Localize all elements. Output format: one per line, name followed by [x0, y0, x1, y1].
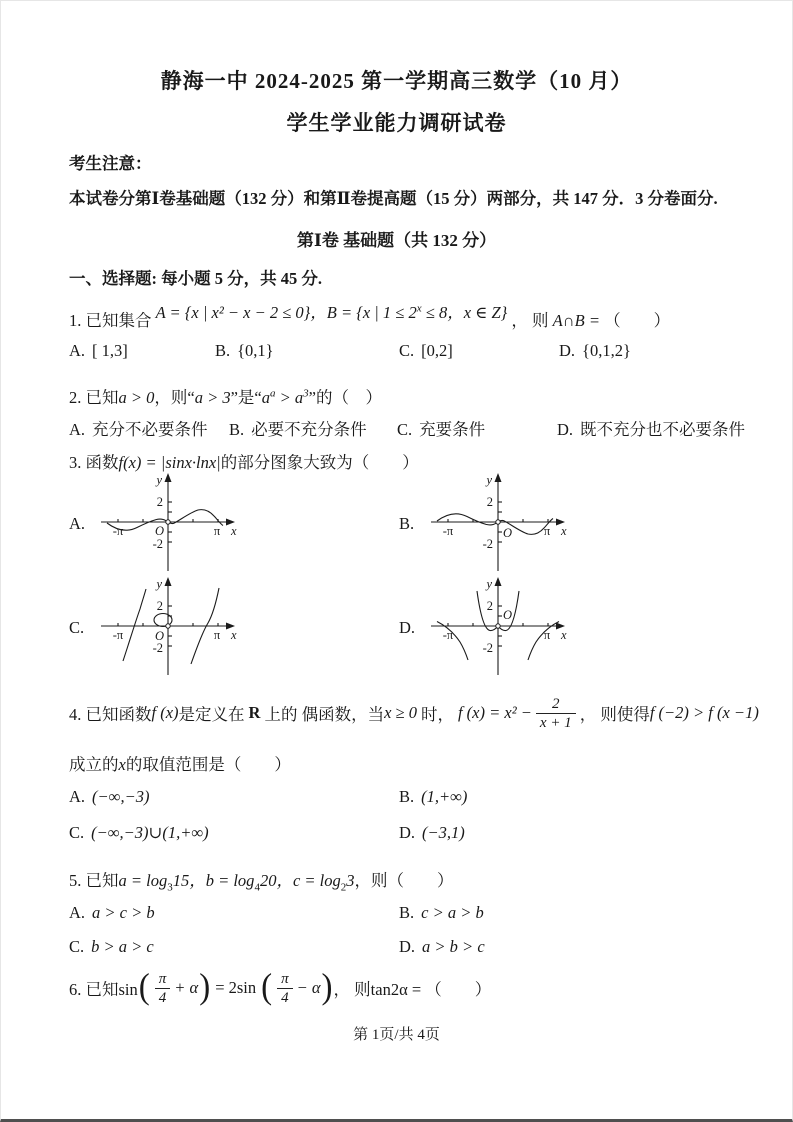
q5-math4: 3 — [346, 871, 355, 890]
q4-math4: f (x) = x² − — [457, 703, 532, 722]
q2-math3: a — [261, 388, 271, 407]
option-text: {0,1,2} — [582, 341, 631, 360]
section1-heading: 一、选择题: 每小题 5 分，共 45 分. — [69, 269, 322, 288]
q6-fraction-1 — [155, 970, 171, 1007]
tick-neg2: -2 — [482, 537, 493, 551]
q5-option-a — [69, 903, 155, 923]
option-letter: A. — [69, 420, 86, 439]
q1-formula-part1: A = {x | x² − x − 2 ≤ 0}，B = {x | 1 ≤ 2 — [155, 303, 417, 322]
q5-math3: 20，c = log — [259, 871, 341, 890]
part1-heading: 第Ⅰ卷 基础题（共 132 分） — [296, 231, 497, 250]
q5-math2: 15，b = log — [172, 871, 255, 890]
q4-option-a — [69, 787, 149, 807]
graph-option-c — [93, 571, 243, 679]
option-text: a > c > b — [92, 903, 155, 922]
fraction-denominator: x + 1 — [536, 713, 576, 732]
fraction-numerator: π — [281, 970, 289, 987]
origin-label: O — [154, 524, 164, 538]
q4-option-c — [69, 823, 209, 843]
graph-label-b: B. — [399, 514, 415, 533]
page-subtitle: 学生学业能力调研试卷 — [286, 111, 507, 135]
option-text: 既不充分也不必要条件 — [580, 420, 746, 439]
q2-option-a — [69, 416, 208, 440]
q5-text1: 5. 已知 — [69, 871, 119, 890]
origin-label: O — [503, 608, 513, 622]
page-number: 第 1页/共 4页 — [353, 1027, 440, 1043]
y-axis-label: y — [156, 473, 162, 487]
q4-reals-symbol: R — [248, 703, 261, 722]
fraction-denominator: 4 — [277, 988, 293, 1007]
option-text: [0,2] — [421, 341, 453, 360]
origin-label: O — [503, 526, 513, 540]
q3-text2: 的部分图象大致为（ ） — [220, 453, 419, 472]
q1-set-formula — [156, 299, 508, 323]
option-text: a > b > c — [422, 937, 485, 956]
q4-option-b — [399, 787, 467, 807]
y-axis-label: y — [156, 577, 162, 591]
q1-option-d — [559, 341, 631, 361]
q5-sub3: 2 — [340, 881, 347, 894]
option-text: (−∞,−3)∪(1,+∞) — [91, 823, 209, 842]
left-paren: ( — [261, 967, 273, 1007]
option-text: (−3,1) — [422, 823, 465, 842]
q4-line2-math: x — [118, 755, 126, 774]
graph-option-b — [423, 467, 573, 575]
q4-text4: 时， — [420, 705, 454, 724]
question-4-stem — [69, 687, 759, 739]
q2-sup1: a — [270, 387, 276, 400]
x-axis-label: x — [231, 628, 237, 642]
q2-text4: ”的（ ） — [308, 388, 382, 407]
q2-math1: a > 0 — [118, 388, 155, 407]
q2-math4: > a — [275, 388, 304, 407]
question-6-stem — [69, 959, 491, 1017]
y-axis-label: y — [486, 577, 492, 591]
fraction-denominator: 4 — [155, 988, 171, 1007]
q2-text1: 2. 已知 — [69, 388, 119, 407]
q1-intersection-expr: A∩B = — [552, 311, 600, 330]
q6-fraction-2 — [277, 970, 293, 1007]
option-letter: C. — [399, 341, 415, 360]
option-letter: A. — [69, 341, 86, 360]
option-letter: B. — [399, 903, 415, 922]
q1-option-a — [69, 341, 128, 361]
left-paren: ( — [138, 967, 150, 1007]
tick-2: 2 — [156, 495, 163, 509]
tick-negpi: -π — [442, 628, 454, 642]
q2-option-c — [397, 416, 485, 440]
q3-function-expr: f(x) = |sinx·lnx| — [118, 453, 221, 472]
question-2-stem — [69, 384, 382, 408]
option-letter: C. — [69, 937, 85, 956]
q1-formula-part2: ≤ 8，x ∈ Z} — [421, 303, 508, 322]
option-letter: D. — [399, 937, 416, 956]
q1-answer-blank: （ ） — [604, 311, 671, 330]
option-text: {0,1} — [237, 341, 274, 360]
option-letter: A. — [69, 787, 86, 806]
option-text: 充要条件 — [419, 420, 486, 439]
y-axis-label: y — [486, 473, 492, 487]
right-paren: ) — [321, 967, 333, 1007]
option-letter: B. — [215, 341, 231, 360]
q1-option-b — [215, 341, 274, 361]
tick-2: 2 — [486, 599, 493, 613]
graph-label-d: D. — [399, 618, 416, 637]
q4-text2: 是定义在 — [178, 705, 245, 724]
option-text: b > a > c — [91, 937, 154, 956]
fraction-numerator: π — [158, 970, 167, 987]
q4-math3: x ≥ 0 — [384, 703, 417, 722]
q1-option-c — [399, 341, 453, 361]
tick-negpi: -π — [112, 628, 124, 642]
option-letter: D. — [557, 420, 574, 439]
q5-option-c — [69, 937, 154, 957]
q4-text3: 上的 偶函数，当 — [264, 705, 385, 724]
tick-neg2: -2 — [482, 641, 493, 655]
q4-fraction — [536, 695, 576, 732]
q1-lead-text: 1. 已知集合 — [69, 311, 152, 330]
notice-body: 本试卷分第Ⅰ卷基础题（132 分）和第Ⅱ卷提高题（15 分）两部分，共 147 分．3 分卷面分. — [69, 189, 718, 208]
option-text: 必要不充分条件 — [251, 420, 367, 439]
q4-line2-text1: 成立的 — [69, 755, 119, 774]
option-text: 充分不必要条件 — [92, 420, 208, 439]
graph-label-c: C. — [69, 618, 85, 637]
tick-negpi: -π — [442, 524, 454, 538]
option-letter: C. — [397, 420, 413, 439]
q5-option-b — [399, 903, 484, 923]
x-axis-label: x — [561, 524, 567, 538]
q5-sub2: 4 — [254, 881, 260, 894]
q3-text1: 3. 函数 — [69, 453, 119, 472]
q4-line2-text2: 的取值范围是（ ） — [125, 755, 291, 774]
question-4-stem-line2 — [69, 751, 291, 775]
q4-math1: f (x) — [151, 703, 179, 722]
option-text: (1,+∞) — [421, 787, 468, 806]
q6-minus-alpha: − α — [296, 978, 321, 997]
tick-neg2: -2 — [152, 537, 163, 551]
q2-text3: ”是“ — [230, 388, 262, 407]
origin-label: O — [154, 629, 164, 643]
option-letter: D. — [399, 823, 416, 842]
tick-2: 2 — [156, 599, 163, 613]
question-5-stem — [69, 867, 453, 893]
option-letter: B. — [399, 787, 415, 806]
option-text: [ 1,3] — [92, 341, 128, 360]
q6-plus-alpha: + α — [174, 978, 199, 997]
q5-sub1: 3 — [167, 881, 173, 894]
tick-negpi: -π — [112, 524, 124, 538]
q6-text1: 6. 已知sin — [69, 980, 138, 999]
q5-option-d — [399, 937, 485, 957]
tick-pi: π — [213, 524, 221, 538]
q4-text1: 4. 已知函数 — [69, 705, 152, 724]
tick-pi: π — [543, 628, 551, 642]
q1-then-text: ， 则 — [511, 311, 549, 330]
x-axis-label: x — [561, 628, 567, 642]
q1-exponent: x — [416, 302, 422, 315]
question-1-stem — [69, 302, 671, 331]
q6-tail: ， 则tan2α = （ ） — [333, 980, 492, 999]
graph-label-a: A. — [69, 514, 86, 533]
tick-pi: π — [543, 524, 551, 538]
option-letter: A. — [69, 903, 86, 922]
option-text: c > a > b — [421, 903, 484, 922]
q4-text5: ， 则使得 — [579, 705, 650, 724]
fraction-numerator: 2 — [552, 695, 560, 712]
q2-math2: a > 3 — [194, 388, 231, 407]
q4-math5: f (−2) > f (x −1) — [649, 703, 759, 722]
option-letter: D. — [559, 341, 576, 360]
tick-2: 2 — [486, 495, 493, 509]
tick-neg2: -2 — [152, 641, 163, 655]
graph-option-d — [423, 571, 573, 679]
q6-equals: = 2sin — [215, 978, 257, 997]
q2-option-d — [557, 416, 745, 440]
q2-sup2: 3 — [303, 387, 309, 400]
graph-option-a — [93, 467, 243, 575]
option-letter: B. — [229, 420, 245, 439]
q2-text2: ，则“ — [154, 388, 195, 407]
tick-pi: π — [213, 628, 221, 642]
right-paren: ) — [199, 967, 211, 1007]
notice-label: 考生注意： — [69, 154, 152, 173]
q2-option-b — [229, 416, 367, 440]
q5-math1: a = log — [118, 871, 168, 890]
x-axis-label: x — [231, 524, 237, 538]
page-title: 静海一中 2024-2025 第一学期高三数学（10 月） — [160, 69, 633, 93]
option-text: (−∞,−3) — [92, 787, 150, 806]
option-letter: C. — [69, 823, 85, 842]
q4-option-d — [399, 823, 465, 843]
q5-text2: ，则（ ） — [354, 871, 454, 890]
